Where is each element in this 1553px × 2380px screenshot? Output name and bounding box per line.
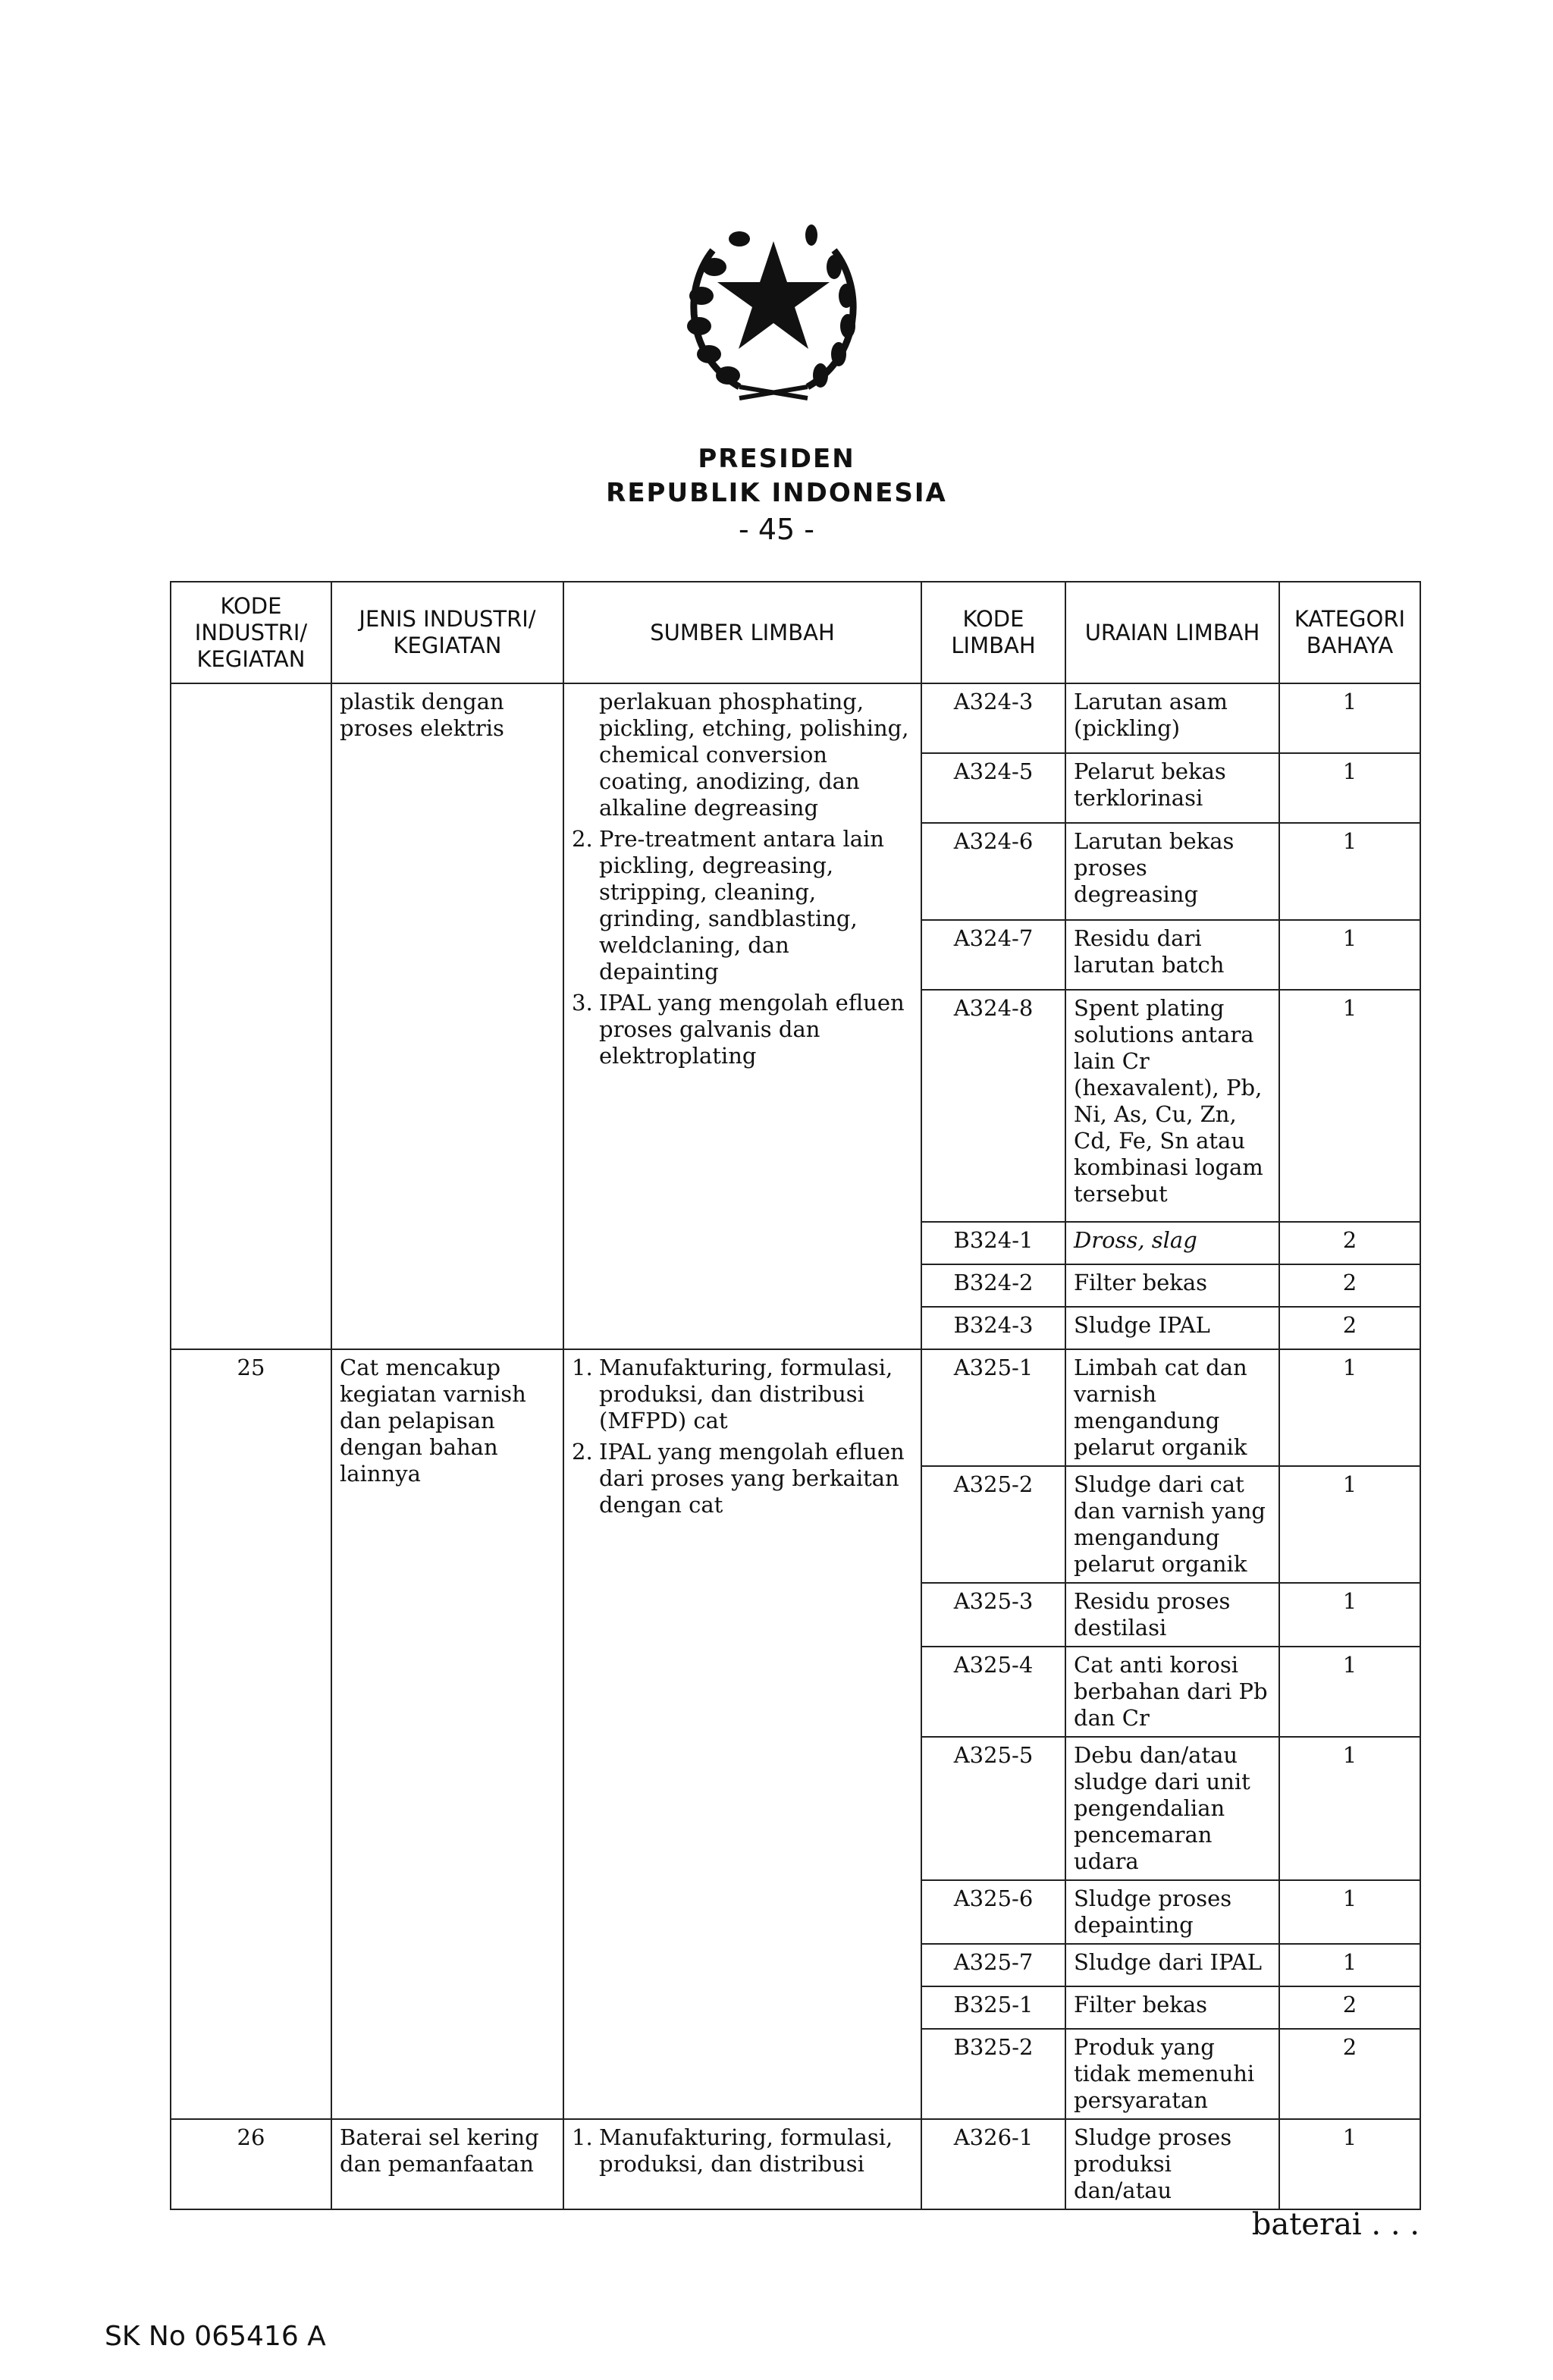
garuda-star-emblem-icon	[667, 197, 880, 425]
uraian-limbah-cell: Filter bekas	[1065, 1264, 1279, 1307]
kategori-cell: 1	[1279, 683, 1420, 753]
kategori-cell: 1	[1279, 1737, 1420, 1880]
kode-limbah-cell: A325-6	[921, 1880, 1065, 1944]
kode-limbah-cell: A325-4	[921, 1647, 1065, 1737]
sumber-cont: perlakuan phosphating, pickling, etching, polishing, chemical conversion coating, anodizing, dan alkaline degreasing	[599, 689, 909, 821]
table-row	[171, 2119, 1420, 2209]
kategori-cell: 2	[1279, 1222, 1420, 1264]
uraian-limbah-cell: Sludge IPAL	[1065, 1307, 1279, 1349]
kategori-cell: 1	[1279, 1944, 1420, 1986]
page-number: - 45 -	[739, 513, 814, 546]
kategori-cell: 1	[1279, 753, 1420, 823]
sumber-limbah-cell: 1. Manufakturing, formulasi, produksi, dan distribusi (MFPD) cat 2. IPAL yang mengolah efluen dari proses yang berkaitan dengan cat	[563, 1349, 921, 2119]
uraian-limbah-cell: Larutan asam (pickling)	[1065, 683, 1279, 753]
kode-limbah-cell: A324-7	[921, 920, 1065, 990]
uraian-limbah-cell: Larutan bekas proses degreasing	[1065, 823, 1279, 920]
uraian-limbah-cell: Dross, slag	[1065, 1222, 1279, 1264]
table-row	[171, 1349, 1420, 1466]
col-header: KODE LIMBAH	[921, 582, 1065, 683]
kode-limbah-cell: A324-6	[921, 823, 1065, 920]
sumber-limbah-cell: 1. Manufakturing, formulasi, produksi, dan distribusi	[563, 2119, 921, 2209]
kategori-cell: 1	[1279, 823, 1420, 920]
col-header: URAIAN LIMBAH	[1065, 582, 1279, 683]
uraian-limbah-cell: Sludge dari IPAL	[1065, 1944, 1279, 1986]
kode-industri-cell	[171, 683, 331, 1349]
continuation-word: baterai . . .	[1251, 2207, 1420, 2242]
uraian-limbah-cell: Residu dari larutan batch	[1065, 920, 1279, 990]
kategori-cell: 1	[1279, 1466, 1420, 1583]
kategori-cell: 1	[1279, 1583, 1420, 1647]
uraian-limbah-cell: Filter bekas	[1065, 1986, 1279, 2029]
kode-industri-cell: 25	[171, 1349, 331, 2119]
uraian-limbah-cell: Pelarut bekas terklorinasi	[1065, 753, 1279, 823]
kategori-cell: 2	[1279, 1986, 1420, 2029]
waste-table	[170, 581, 1421, 2210]
uraian-limbah-cell: Sludge proses produksi dan/atau	[1065, 2119, 1279, 2209]
table-header-row	[171, 582, 1420, 683]
kode-limbah-cell: A326-1	[921, 2119, 1065, 2209]
sk-number: SK No 065416 A	[105, 2321, 326, 2352]
kategori-cell: 1	[1279, 920, 1420, 990]
sumber-item-2: Pre-treatment antara lain pickling, degreasing, stripping, cleaning, grinding, sandblasting, weldclaning, dan depainting	[599, 826, 884, 984]
table-row	[171, 683, 1420, 753]
kategori-cell: 2	[1279, 2029, 1420, 2119]
kode-limbah-cell: A324-5	[921, 753, 1065, 823]
kode-limbah-cell: A325-2	[921, 1466, 1065, 1583]
kategori-cell: 1	[1279, 990, 1420, 1222]
kategori-cell: 1	[1279, 2119, 1420, 2209]
kode-limbah-cell: B324-1	[921, 1222, 1065, 1264]
jenis-industri-cell: plastik dengan proses elektris	[331, 683, 563, 1349]
uraian-limbah-cell: Produk yang tidak memenuhi persyaratan	[1065, 2029, 1279, 2119]
kategori-cell: 1	[1279, 1647, 1420, 1737]
uraian-limbah-cell: Debu dan/atau sludge dari unit pengendalian pencemaran udara	[1065, 1737, 1279, 1880]
kode-limbah-cell: A325-1	[921, 1349, 1065, 1466]
sumber-item-1: Manufakturing, formulasi, produksi, dan distribusi (MFPD) cat	[599, 1355, 893, 1433]
uraian-limbah-cell: Residu proses destilasi	[1065, 1583, 1279, 1647]
col-header: JENIS INDUSTRI/ KEGIATAN	[331, 582, 563, 683]
kode-limbah-cell: B325-2	[921, 2029, 1065, 2119]
header-title-republik: REPUBLIK INDONESIA	[606, 478, 947, 508]
kode-limbah-cell: B324-2	[921, 1264, 1065, 1307]
col-header: KATEGORI BAHAYA	[1279, 582, 1420, 683]
kategori-cell: 2	[1279, 1307, 1420, 1349]
kode-limbah-cell: A324-3	[921, 683, 1065, 753]
kode-limbah-cell: A324-8	[921, 990, 1065, 1222]
kode-industri-cell: 26	[171, 2119, 331, 2209]
uraian-limbah-cell: Sludge proses depainting	[1065, 1880, 1279, 1944]
col-header: SUMBER LIMBAH	[563, 582, 921, 683]
kode-limbah-cell: A325-3	[921, 1583, 1065, 1647]
uraian-limbah-cell: Spent plating solutions antara lain Cr (hexavalent), Pb, Ni, As, Cu, Zn, Cd, Fe, Sn atau kombinasi logam tersebut	[1065, 990, 1279, 1222]
jenis-industri-cell: Cat mencakup kegiatan varnish dan pelapisan dengan bahan lainnya	[331, 1349, 563, 2119]
sumber-item-2: IPAL yang mengolah efluen dari proses yang berkaitan dengan cat	[599, 1439, 905, 1518]
uraian-limbah-cell: Limbah cat dan varnish mengandung pelarut organik	[1065, 1349, 1279, 1466]
col-header: KODE INDUSTRI/ KEGIATAN	[171, 582, 331, 683]
kategori-cell: 1	[1279, 1349, 1420, 1466]
kode-limbah-cell: A325-7	[921, 1944, 1065, 1986]
header-title-presiden: PRESIDEN	[698, 444, 855, 474]
sumber-item-3: IPAL yang mengolah efluen proses galvanis dan elektroplating	[599, 990, 905, 1069]
sumber-limbah-cell: perlakuan phosphating, pickling, etching, polishing, chemical conversion coating, anodizing, dan alkaline degreasing 2. Pre-treatment antara lain pickling, degreasing, stripping, cleaning, grinding, sandblasting, weldclaning, dan depainting 3. IPAL yang mengolah efluen proses galvanis dan elektroplating	[563, 683, 921, 1349]
uraian-limbah-cell: Cat anti korosi berbahan dari Pb dan Cr	[1065, 1647, 1279, 1737]
kategori-cell: 2	[1279, 1264, 1420, 1307]
uraian-limbah-cell: Sludge dari cat dan varnish yang mengandung pelarut organik	[1065, 1466, 1279, 1583]
kode-limbah-cell: B325-1	[921, 1986, 1065, 2029]
sumber-item-1: Manufakturing, formulasi, produksi, dan distribusi	[599, 2124, 893, 2177]
jenis-industri-cell: Baterai sel kering dan pemanfaatan	[331, 2119, 563, 2209]
kode-limbah-cell: A325-5	[921, 1737, 1065, 1880]
kode-limbah-cell: B324-3	[921, 1307, 1065, 1349]
kategori-cell: 1	[1279, 1880, 1420, 1944]
